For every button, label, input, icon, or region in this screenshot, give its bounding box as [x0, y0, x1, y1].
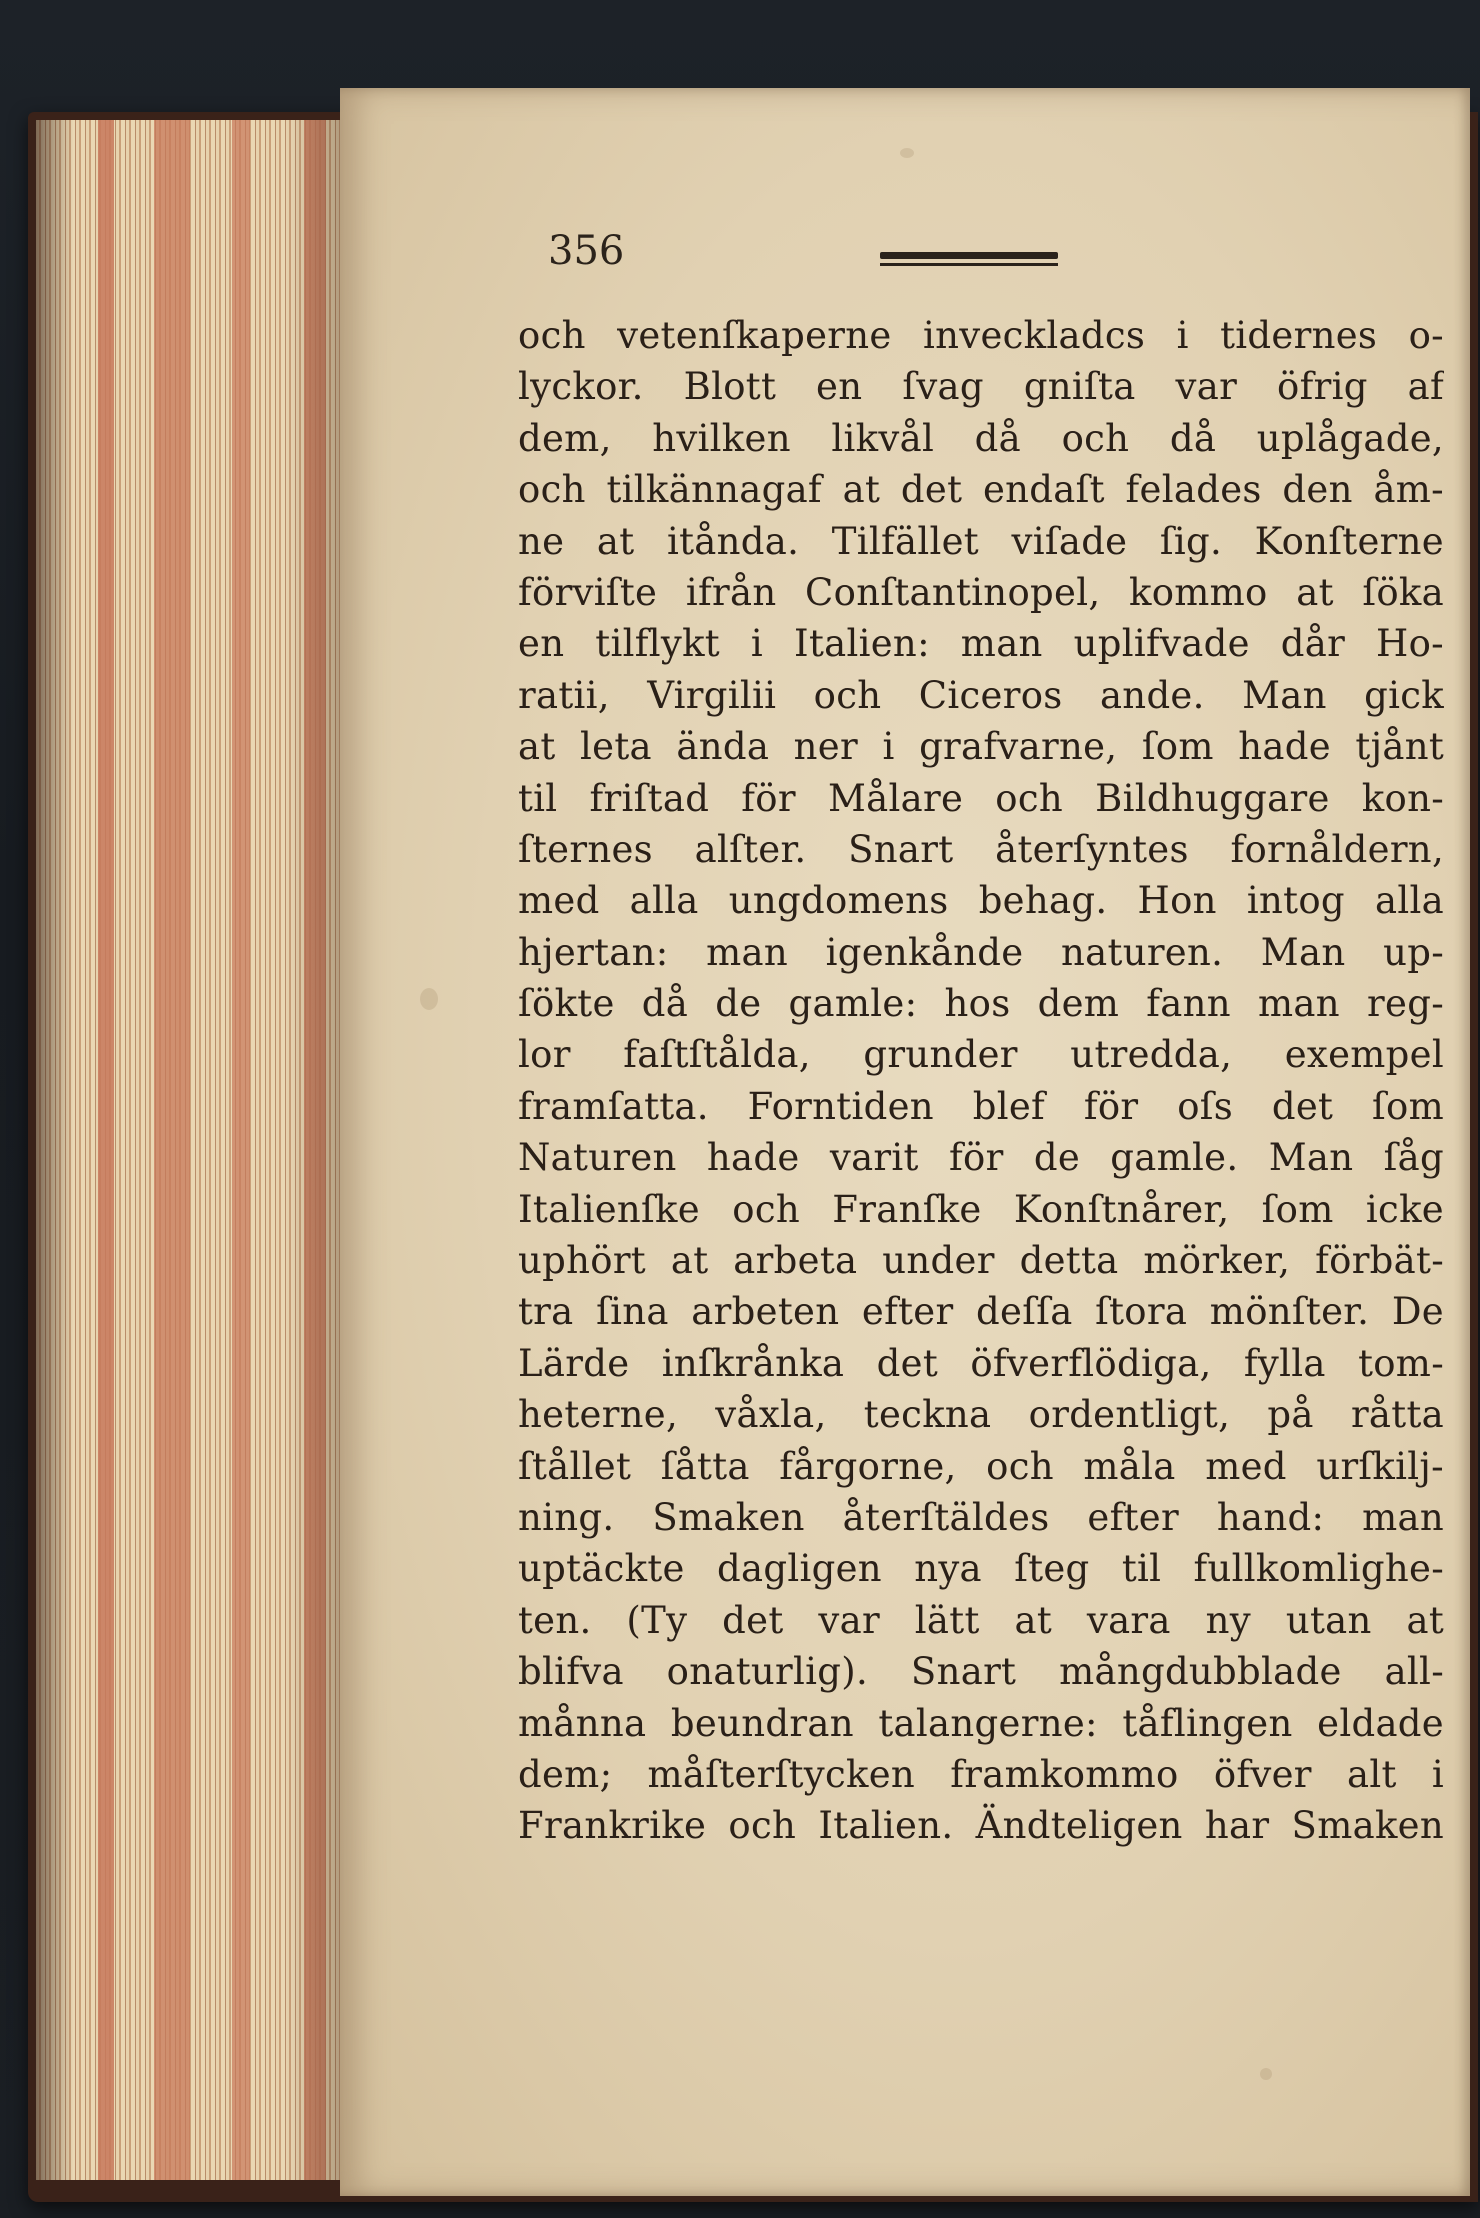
text-line: tra ſina arbeten efter deſſa ſtora mönſter. De [518, 1290, 1444, 1334]
text-line: Lärde inſkrånka det öfverflödiga, fylla tom- [518, 1341, 1444, 1385]
text-line: til friſtad för Målare och Bildhuggare kon- [518, 776, 1444, 820]
text-line: Naturen hade varit för de gamle. Man ſåg [518, 1136, 1444, 1180]
page-edges [36, 120, 348, 2180]
header-rule [880, 252, 1058, 259]
text-line: ning. Smaken återſtäldes efter hand: man [518, 1495, 1444, 1539]
text-line: dem, hvilken likvål då och då uplågade, [518, 416, 1444, 460]
text-line: lor faſtſtålda, grunder utredda, exempel [518, 1033, 1444, 1077]
text-line: uptäckte dagligen nya ſteg til fullkomlighe- [518, 1547, 1444, 1591]
text-line: hjertan: man igenkånde naturen. Man up- [518, 930, 1444, 974]
text-line: ſökte då de gamle: hos dem fann man reg- [518, 982, 1444, 1026]
text-line: blifva onaturlig). Snart mångdubblade all- [518, 1650, 1444, 1694]
text-line: och vetenſkaperne inveckladcs i tidernes o- [518, 314, 1444, 357]
text-line: uphört at arbeta under detta mörker, förbät- [518, 1239, 1444, 1283]
text-line: en tilflykt i Italien: man uplifvade dår Ho- [518, 622, 1444, 666]
text-line: at leta ända ner i grafvarne, ſom hade tjånt [518, 725, 1444, 769]
text-line: förviſte ifrån Conſtantinopel, kommo at ſöka [518, 570, 1444, 614]
text-line: ten. (Ty det var lätt at vara ny utan at [518, 1598, 1444, 1642]
text-line: med alla ungdomens behag. Hon intog alla [518, 879, 1444, 923]
text-line: och tilkännagaf at det endaſt felades den åm- [518, 468, 1444, 512]
text-line: ne at itånda. Tilfället viſade ſig. Konſterne [518, 519, 1444, 563]
text-line: ratii, Virgilii och Ciceros ande. Man gick [518, 673, 1444, 717]
page-number: 356 [548, 228, 625, 274]
text-line: heterne, våxla, teckna ordentligt, på råtta [518, 1393, 1444, 1437]
text-line: ſtållet ſåtta fårgorne, och måla med urſkilj- [518, 1444, 1444, 1488]
text-line: framſatta. Forntiden blef för oſs det ſom [518, 1084, 1444, 1128]
body-text [518, 310, 1444, 1852]
text-line: dem; måſterſtycken framkommo öfver alt i [518, 1752, 1444, 1796]
text-line: Frankrike och Italien. Ändteligen har Smaken [518, 1804, 1444, 1848]
book-page [340, 88, 1470, 2196]
text-line: lyckor. Blott en ſvag gniſta var öfrig af [518, 365, 1444, 409]
text-line: ſternes alſter. Snart återſyntes fornåldern, [518, 827, 1444, 871]
text-line: månna beundran talangerne: tåflingen eldade [518, 1701, 1444, 1745]
text-line: Italienſke och Franſke Konſtnårer, ſom icke [518, 1187, 1444, 1231]
